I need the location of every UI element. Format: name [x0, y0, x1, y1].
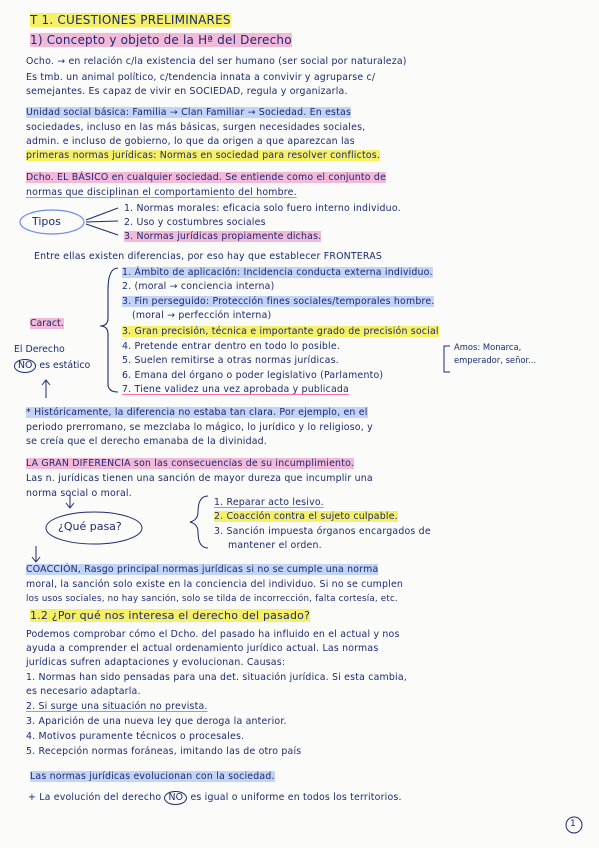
p1-line: Ocho. → en relación c/la existencia del ser humano (ser social por naturaleza): [26, 56, 407, 67]
amos-note: Amos: Monarca,: [454, 342, 522, 352]
p3-line: Dcho. EL BÁSICO en cualquier sociedad. Se entiende como el conjunto de: [26, 172, 387, 183]
caract-item: 2. (moral → conciencia interna): [122, 281, 275, 292]
tipos-item: 1. Normas morales: eficacia solo fuero interno individuo.: [124, 203, 401, 214]
caract-item: 1. Ámbito de aplicación: Incidencia conducta externa individuo.: [122, 267, 433, 278]
tipos-label: Tipos: [32, 215, 61, 228]
p2-line: sociedades, incluso en las más básicas, surgen necesidades sociales,: [26, 122, 366, 133]
pasa-item: 3. Sanción impuesta órganos encargados de: [214, 526, 431, 537]
causa-item: 2. Si surge una situación no prevista.: [26, 701, 208, 712]
caract-item: 3. Gran precisión, técnica e importante grado de precisión social: [122, 326, 439, 337]
p1-line: Es tmb. un animal político, c/tendencia innata a convivir y agruparse c/: [26, 72, 376, 83]
causa-item: 4. Motivos puramente técnicos o procesales.: [26, 731, 245, 742]
amos-note: emperador, señor...: [454, 355, 537, 365]
p1-line: semejantes. Es capaz de vivir en SOCIEDAD, regula y organizarla.: [26, 86, 348, 97]
p2-line: admin. e incluso de gobierno, lo que da origen a que aparezcan las: [26, 136, 355, 147]
causa-item: 1. Normas han sido pensadas para una det. situación jurídica. Si esta cambia,: [26, 672, 407, 683]
pasa-item: 1. Reparar acto lesivo.: [214, 497, 324, 508]
p5-line: periodo prerromano, se mezclaba lo mágico, lo jurídico y lo religioso, y: [26, 422, 373, 433]
p3-line: normas que disciplinan el comportamiento del hombre.: [26, 187, 297, 198]
p8-line: jurídicas sufren adaptaciones y evolucionan. Causas:: [26, 657, 286, 668]
p7-line: los usos sociales, no hay sanción, solo se tilda de incorrección, falta cortesía, etc.: [26, 594, 398, 604]
caract-label: Caract.: [30, 318, 64, 329]
caract-item: 3. Fin perseguido: Protección fines sociales/temporales hombre.: [122, 296, 435, 307]
p6-line: Las n. jurídicas tienen una sanción de mayor dureza que incumplir una: [26, 473, 373, 484]
p7-line: moral, la sanción solo existe en la conciencia del individuo. Si no se cumplen: [26, 579, 404, 590]
tipos-item: 2. Uso y costumbres sociales: [124, 217, 266, 228]
p7-line: COACCIÓN, Rasgo principal normas jurídicas si no se cumple una norma: [26, 564, 379, 575]
p10-line: + La evolución del derecho NO es igual o uniforme en todos los territorios.: [28, 792, 402, 803]
pasa-item: 2. Coacción contra el sujeto culpable.: [214, 511, 398, 522]
p5-line: * Históricamente, la diferencia no estaba tan clara. Por ejemplo, en el: [26, 407, 368, 418]
section-heading-1: 1) Concepto y objeto de la Hª del Derecho: [30, 33, 292, 47]
caract-item: 6. Emana del órgano o poder legislativo (Parlamento): [122, 370, 384, 381]
p8-line: Podemos comprobar cómo el Dcho. del pasado ha influido en el actual y nos: [26, 629, 400, 640]
page-title: T 1. CUESTIONES PRELIMINARES: [30, 13, 231, 27]
p5-line: se creía que el derecho emanaba de la divinidad.: [26, 436, 267, 447]
causa-item: es necesario adaptarla.: [26, 686, 141, 697]
p2-line: primeras normas jurídicas: Normas en sociedad para resolver conflictos.: [26, 150, 381, 161]
pasa-item: mantener el orden.: [228, 540, 322, 551]
causa-item: 5. Recepción normas foráneas, imitando las de otro país: [26, 746, 302, 757]
side-note-line: NO es estático: [14, 359, 90, 373]
p8-line: ayuda a comprender el actual ordenamiento jurídico actual. Las normas: [26, 643, 379, 654]
p9-line: Las normas jurídicas evolucionan con la sociedad.: [30, 771, 275, 782]
tipos-item: 3. Normas jurídicas propiamente dichas.: [124, 231, 322, 242]
caract-item: (moral → perfección interna): [132, 310, 272, 321]
caract-item: 5. Suelen remitirse a otras normas jurídicas.: [122, 355, 339, 366]
caract-item: 7. Tiene validez una vez aprobada y publicada: [122, 384, 349, 395]
p6-line: norma social o moral.: [26, 488, 132, 499]
causa-item: 3. Aparición de una nueva ley que deroga la anterior.: [26, 716, 287, 727]
p2-line: Unidad social básica: Familia → Clan Familiar → Sociedad. En estas: [26, 107, 352, 118]
p4-line: Entre ellas existen diferencias, por eso hay que establecer FRONTERAS: [34, 251, 383, 262]
page-number: 1: [570, 819, 576, 829]
que-pasa-label: ¿Qué pasa?: [58, 520, 122, 533]
side-note-line: El Derecho: [14, 344, 65, 355]
section-heading-2: 1.2 ¿Por qué nos interesa el derecho del pasado?: [30, 609, 311, 622]
caract-item: 4. Pretende entrar dentro en todo lo posible.: [122, 341, 341, 352]
p6-line: LA GRAN DIFERENCIA son las consecuencias de su incumplimiento.: [26, 458, 355, 469]
